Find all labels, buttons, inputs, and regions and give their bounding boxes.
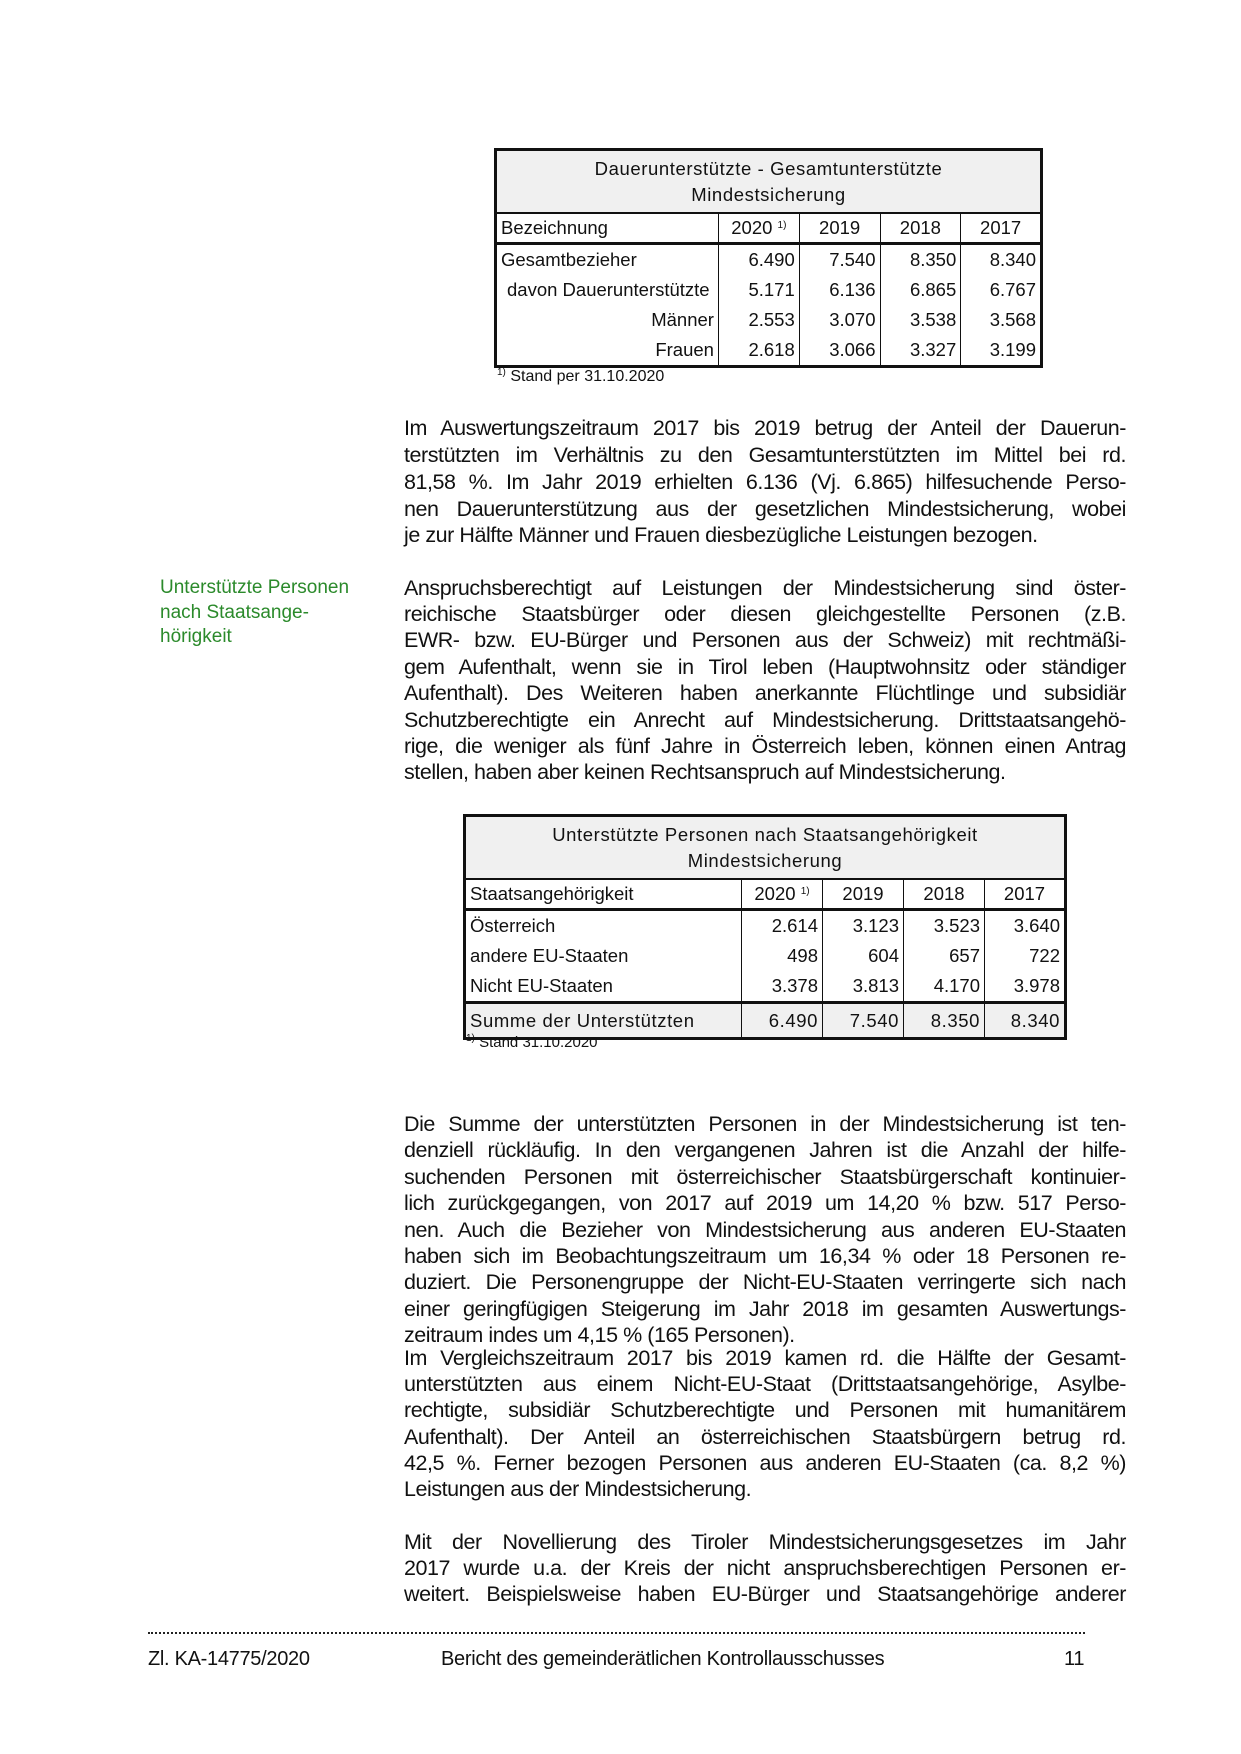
page-number: 11 xyxy=(1064,1648,1085,1670)
table-row: andere EU-Staaten 498 604 657 722 xyxy=(465,941,1066,971)
table-row: Gesamtbezieher 6.490 7.540 8.350 8.340 xyxy=(496,244,1042,276)
column-header: 2017 xyxy=(961,213,1042,244)
table-header-row xyxy=(496,213,1042,244)
table-row: Männer 2.553 3.070 3.538 3.568 xyxy=(496,305,1042,335)
column-header: 2020 $^{1)}$ xyxy=(718,213,799,244)
table-title: Unterstützte Personen nach Staatsangehörigkeit Mindestsicherung xyxy=(465,816,1066,880)
table-row: Frauen 2.618 3.066 3.327 3.199 xyxy=(496,335,1042,367)
table-row: davon Dauerunterstützte 5.171 6.136 6.865 6.767 xyxy=(496,275,1042,305)
footer-title: Bericht des gemeinderätlichen Kontrollausschusses xyxy=(441,1648,885,1670)
table-row: Österreich 2.614 3.123 3.523 3.640 xyxy=(465,910,1066,942)
column-header: Staatsangehörigkeit xyxy=(465,879,742,910)
column-header: Bezeichnung xyxy=(496,213,719,244)
column-header: 2018 xyxy=(880,213,961,244)
table-title: Dauerunterstützte - Gesamtunterstützte Mindestsicherung xyxy=(496,150,1042,214)
column-header: 2019 xyxy=(823,879,904,910)
column-header: 2019 xyxy=(799,213,880,244)
margin-heading: Unterstützte Personen nach Staatsange- hörigkeit xyxy=(160,577,350,647)
column-header: 2018 xyxy=(904,879,985,910)
column-header: 2020 $^{1)}$ xyxy=(742,879,823,910)
table-row: Nicht EU-Staaten 3.378 3.813 4.170 3.978 xyxy=(465,971,1066,1003)
table-sum-row: Summe der Unterstützten 6.490 7.540 8.350 8.340 xyxy=(465,1003,1066,1039)
footer-reference: Zl. KA-14775/2020 xyxy=(148,1648,310,1670)
table-dauerunterstuetzte xyxy=(494,148,1043,368)
table-footnote: $^{1)}$ Stand per 31.10.2020 xyxy=(497,367,665,385)
table-header-row xyxy=(465,879,1066,910)
table-staatsangehoerigkeit xyxy=(463,814,1067,1040)
column-header: 2017 xyxy=(985,879,1066,910)
table-footnote: $^{1)}$ Stand 31.10.2020 xyxy=(466,1033,598,1051)
footer-divider xyxy=(148,1632,1085,1634)
